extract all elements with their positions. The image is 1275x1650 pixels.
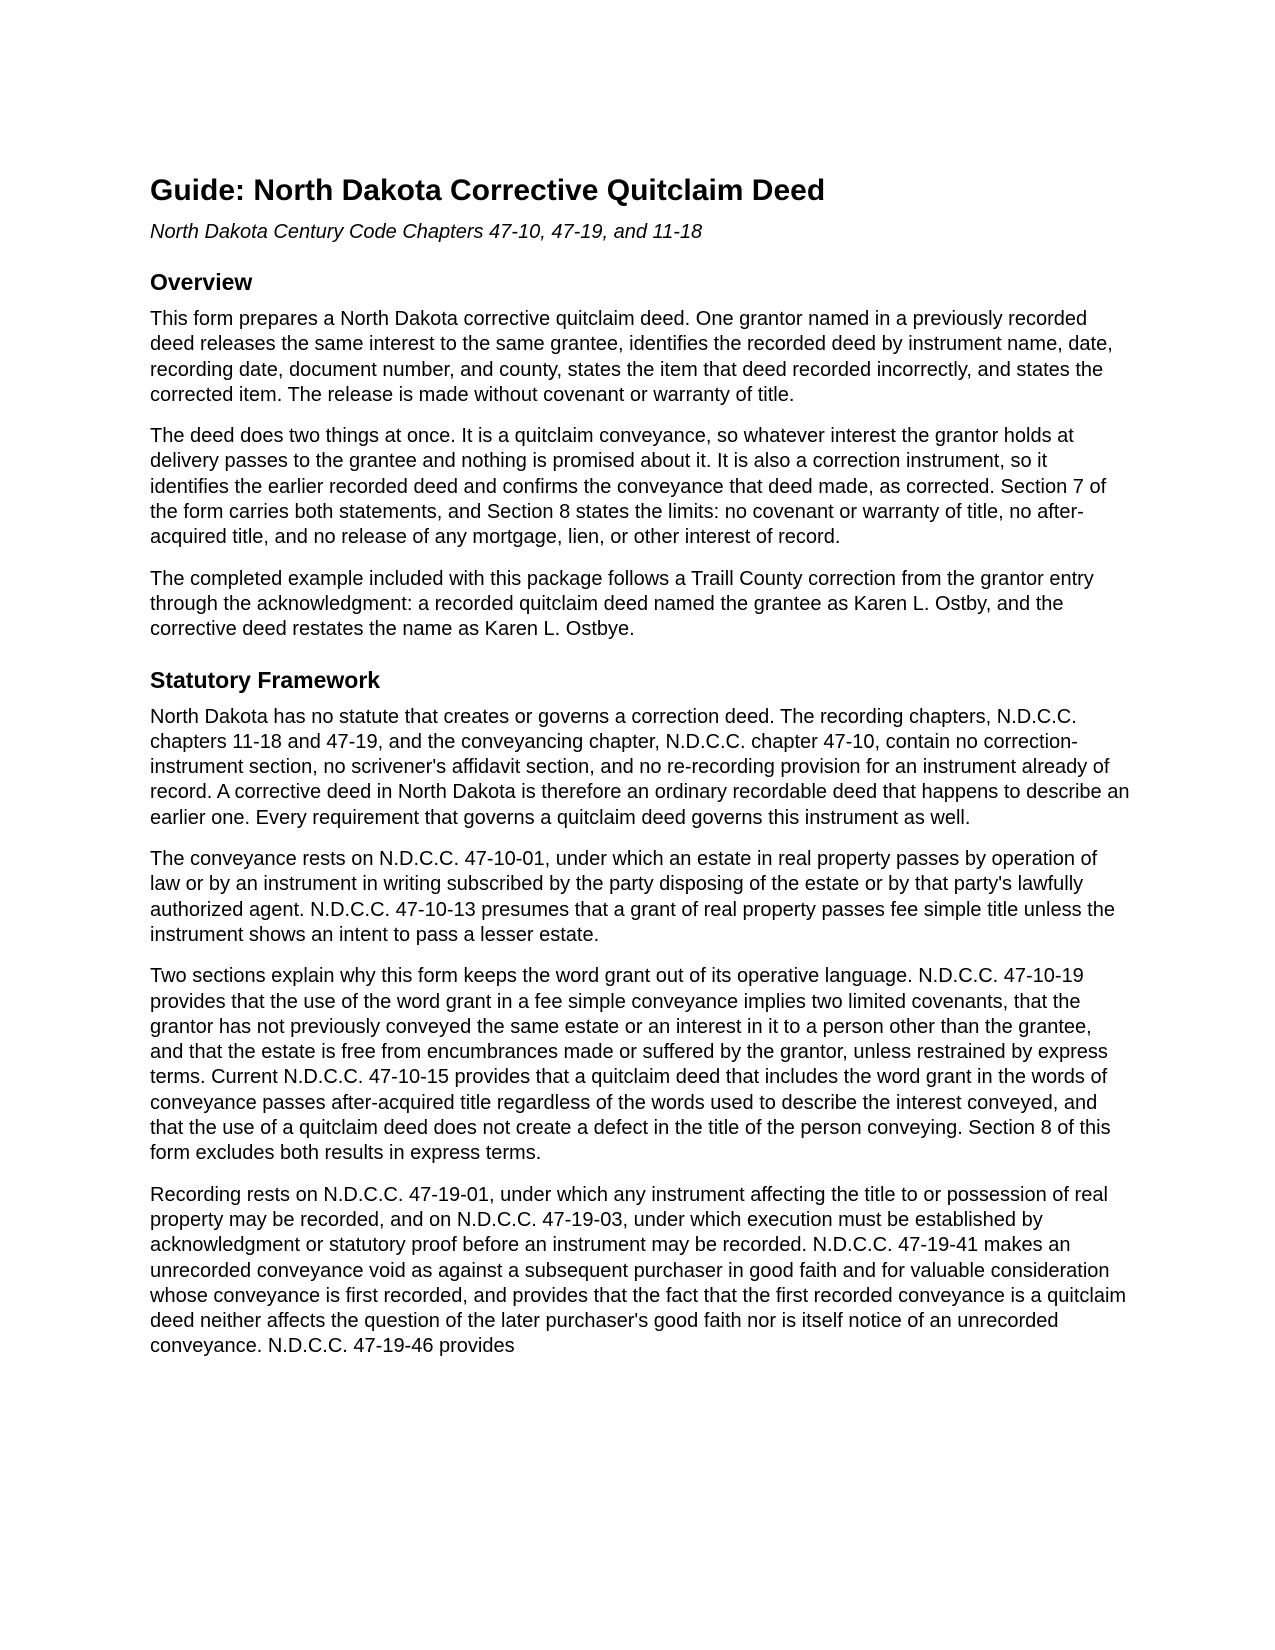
page-title: Guide: North Dakota Corrective Quitclaim Deed [150, 174, 826, 207]
document-page [150, 173, 1130, 1360]
statutory-paragraph: North Dakota has no statute that creates or governs a correction deed. The recording chapters, N.D.C.C. chapters 11-18 and 47-19, and the conveyancing chapter, N.D.C.C. chapter 47-10, contain no correction-instrument section, no scrivener's affidavit section, and no re-recording provision for an instrument already of record. A corrective deed in North Dakota is therefore an ordinary recordable deed that happens to describe an earlier one. Every requirement that governs a quitclaim deed governs this instrument as well. [150, 705, 1130, 829]
statutory-paragraph: The conveyance rests on N.D.C.C. 47-10-01, under which an estate in real property passes by operation of law or by an instrument in writing subscribed by the party disposing of the estate or by that party's lawfully authorized agent. N.D.C.C. 47-10-13 presumes that a grant of real property passes fee simple title unless the instrument shows an intent to pass a lesser estate. [150, 848, 1115, 946]
overview-paragraph: The deed does two things at once. It is a quitclaim conveyance, so whatever interest the grantor holds at delivery passes to the grantee and nothing is promised about it. It is also a correction instrument, so it identifies the earlier recorded deed and confirms the conveyance that deed made, as corrected. Section 7 of the form carries both statements, and Section 8 states the limits: no covenant or warranty of title, no after-acquired title, and no release of any mortgage, lien, or other interest of record. [150, 425, 1107, 549]
section-heading-statutory-framework: Statutory Framework [150, 666, 381, 693]
overview-paragraph: The completed example included with this package follows a Traill County correction from the grantor entry through the acknowledgment: a recorded quitclaim deed named the grantee as Karen L. Ostby, and the corrective deed restates the name as Karen L. Ostbye. [150, 567, 1094, 641]
statutory-paragraph: Two sections explain why this form keeps the word grant out of its operative language. N.D.C.C. 47-10-19 provides that the use of the word grant in a fee simple conveyance implies two limited covenants, that the grantor has not previously conveyed the same estate or an interest in it to a person other than the grantee, and that the estate is free from encumbrances made or suffered by the grantor, unless restrained by express terms. Current N.D.C.C. 47-10-15 provides that a quitclaim deed that includes the word grant in the words of conveyance passes after-acquired title regardless of the words used to describe the interest conveyed, and that the use of a quitclaim deed does not create a defect in the title of the person conveying. Section 8 of this form excludes both results in express terms. [150, 965, 1111, 1165]
page-subtitle: North Dakota Century Code Chapters 47-10, 47-19, and 11-18 [150, 221, 703, 243]
statutory-paragraph: Recording rests on N.D.C.C. 47-19-01, under which any instrument affecting the title to or possession of real property may be recorded, and on N.D.C.C. 47-19-03, under which execution must be established by acknowledgment or statutory proof before an instrument may be recorded. N.D.C.C. 47-19-41 makes an unrecorded conveyance void as against a subsequent purchaser in good faith and for valuable consideration whose conveyance is first recorded, and provides that the fact that the first recorded conveyance is a quitclaim deed neither affects the question of the later purchaser's good faith nor is itself notice of an unrecorded conveyance. N.D.C.C. 47-19-46 provides [150, 1183, 1127, 1358]
section-heading-overview: Overview [150, 269, 253, 295]
overview-paragraph: This form prepares a North Dakota corrective quitclaim deed. One grantor named in a previously recorded deed releases the same interest to the same grantee, identifies the recorded deed by instrument name, date, recording date, document number, and county, states the item that deed recorded incorrectly, and states the corrected item. The release is made without covenant or warranty of title. [150, 308, 1113, 406]
